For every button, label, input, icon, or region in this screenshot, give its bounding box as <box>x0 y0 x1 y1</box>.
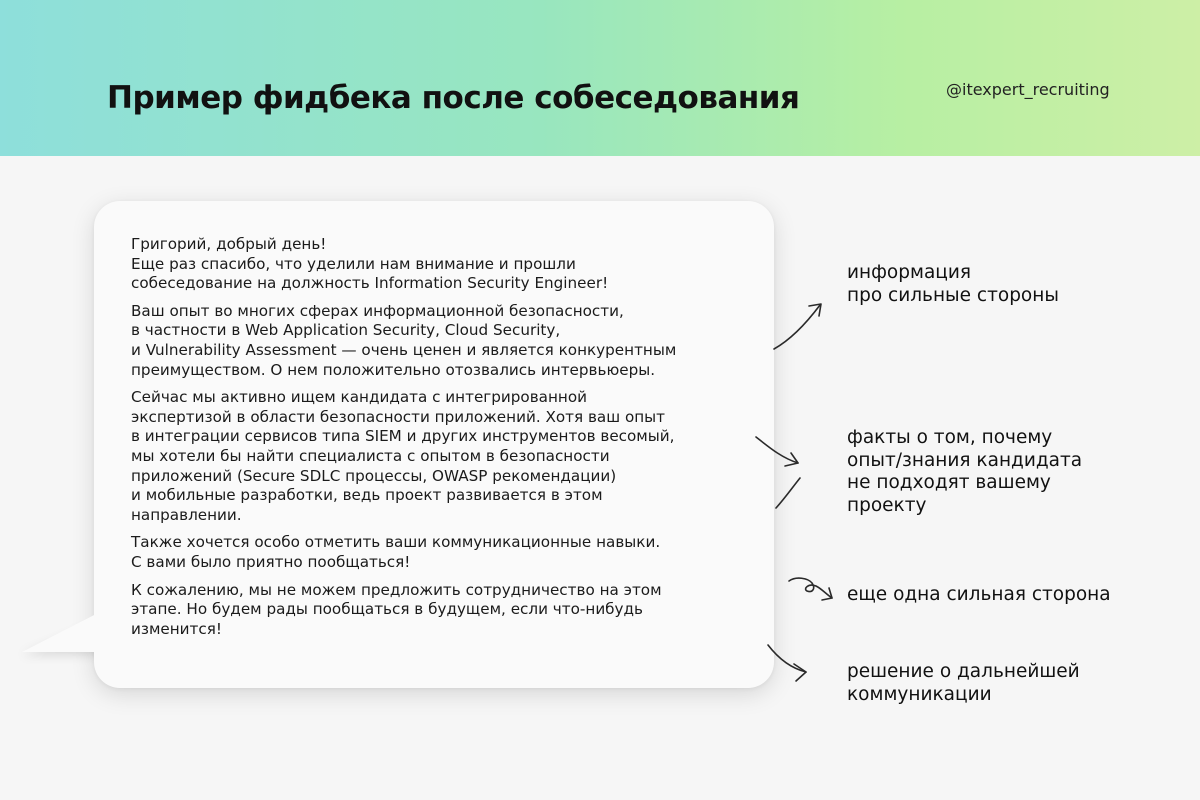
letter-paragraph-greeting: Григорий, добрый день! Еще раз спасибо, что уделили нам внимание и прошли собеседование на должность Information Security Engineer! <box>131 235 609 293</box>
letter-paragraph-strengths: Ваш опыт во многих сферах информационной безопасности, в частности в Web Application Security, Cloud Security, и Vulnerability Assessment — очень ценен и является конкурентным преимуществом. О нем положительно отозвались интервьюеры. <box>131 301 677 379</box>
page-title: Пример фидбека после собеседования <box>107 80 800 116</box>
arrow-strengths-icon <box>774 304 821 349</box>
annotation-extra-strength: еще одна сильная сторона <box>847 584 1111 605</box>
arrow-decision-icon <box>768 645 806 681</box>
annotation-strengths: информация про сильные стороны <box>847 262 1059 306</box>
letter-paragraph-mismatch: Сейчас мы активно ищем кандидата с интегрированной экспертизой в области безопасности приложений. Хотя ваш опыт в интеграции сервисов типа SIEM и других инструментов весомый, мы хотели бы найти специалиста с опытом в безопасности приложений (Secure SDLC процессы, OWASP рекомендации) и мобильные разработки, ведь проект развивается в этом направлении. <box>131 388 675 524</box>
arrow-mismatch-icon <box>756 437 800 508</box>
annotation-decision: решение о дальнейшей коммуникации <box>847 661 1080 705</box>
annotation-mismatch: факты о том, почему опыт/знания кандидата не подходят вашему проекту <box>847 427 1083 516</box>
letter-paragraph-communication: Также хочется особо отметить ваши коммуникационные навыки. С вами было приятно пообщаться! <box>131 533 661 571</box>
arrow-extra-strength-icon <box>789 578 832 600</box>
letter-paragraph-decision: К сожалению, мы не можем предложить сотрудничество на этом этапе. Но будем рады пообщаться в будущем, если что-нибудь изменится! <box>131 580 662 638</box>
social-handle: @itexpert_recruiting <box>946 80 1110 99</box>
